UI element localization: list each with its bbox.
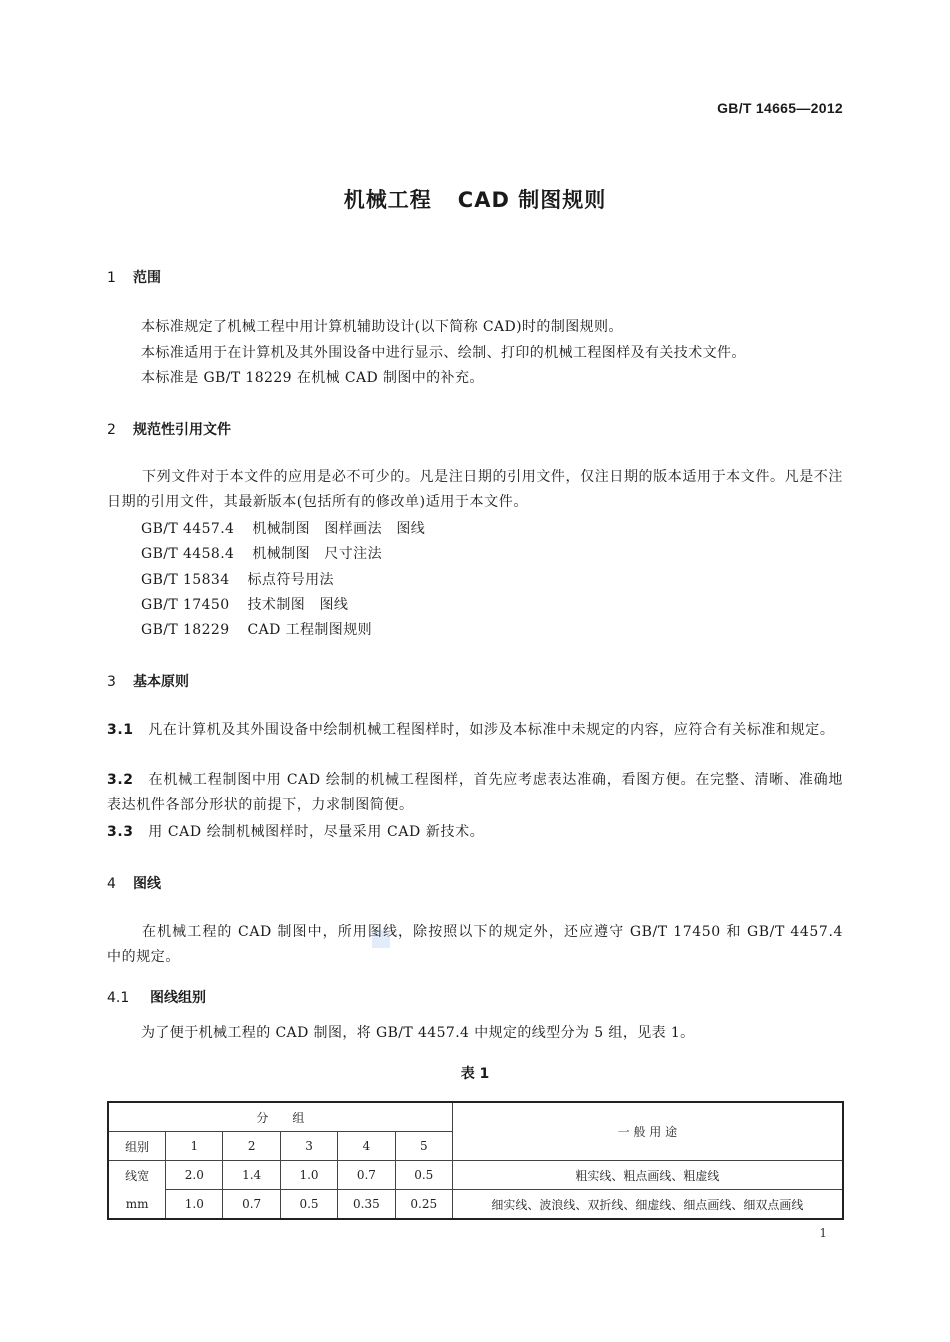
reference-item bbox=[141, 594, 348, 614]
reference-item bbox=[141, 518, 425, 538]
reference-item bbox=[141, 569, 334, 589]
group-number: 3 bbox=[281, 1132, 338, 1161]
reference-code: GB/T 18229 bbox=[141, 622, 230, 638]
section-number: 1 bbox=[107, 270, 116, 286]
reference-code: GB/T 4458.4 bbox=[141, 546, 235, 562]
reference-code: GB/T 15834 bbox=[141, 572, 230, 588]
references-intro: 下列文件对于本文件的应用是必不可少的。凡是注日期的引用文件，仅注日期的版本适用于本文件。凡是不注日期的引用文件，其最新版本(包括所有的修改单)适用于本文件。 bbox=[107, 469, 843, 510]
line-group-intro: 为了便于机械工程的 CAD 制图，将 GB/T 4457.4 中规定的线型分为 5 组，见表 1。 bbox=[141, 1025, 695, 1041]
section-title: 范围 bbox=[133, 270, 161, 286]
standard-code: GB/T 14665—2012 bbox=[717, 100, 843, 116]
table-cell: 0.35 bbox=[337, 1190, 395, 1220]
reference-title: 机械制图 尺寸注法 bbox=[252, 546, 382, 562]
table-cell: 2.0 bbox=[166, 1161, 223, 1190]
section-4-heading bbox=[107, 873, 161, 893]
reference-code: GB/T 4457.4 bbox=[141, 521, 235, 537]
table-caption: 表 1 bbox=[460, 1066, 490, 1082]
group-number: 4 bbox=[337, 1132, 395, 1161]
table-cell: 0.7 bbox=[223, 1190, 281, 1220]
group-number: 1 bbox=[166, 1132, 223, 1161]
reference-item bbox=[141, 619, 372, 639]
reference-title: 机械制图 图样画法 图线 bbox=[252, 521, 426, 537]
group-number: 5 bbox=[395, 1132, 452, 1161]
reference-title: 技术制图 图线 bbox=[247, 597, 349, 613]
title-right: CAD 制图规则 bbox=[457, 188, 607, 212]
width-label: 线宽 bbox=[108, 1161, 166, 1190]
reference-code: GB/T 17450 bbox=[141, 597, 230, 613]
document-title bbox=[0, 184, 950, 214]
clause-number: 3.3 bbox=[107, 824, 134, 840]
lines-intro: 在机械工程的 CAD 制图中，所用图线，除按照以下的规定外，还应遵守 GB/T 17450 和 GB/T 4457.4 中的规定。 bbox=[107, 924, 843, 965]
usage-header: 一 般 用 途 bbox=[452, 1102, 843, 1161]
section-1-heading bbox=[107, 267, 161, 287]
section-number: 2 bbox=[107, 422, 116, 438]
scope-paragraph-1: 本标准规定了机械工程中用计算机辅助设计(以下简称 CAD)时的制图规则。 bbox=[141, 319, 623, 335]
section-number: 3 bbox=[107, 674, 116, 690]
section-title: 基本原则 bbox=[133, 674, 189, 690]
page-number: 1 bbox=[819, 1226, 827, 1240]
section-title: 图线 bbox=[133, 876, 161, 892]
group-label: 组别 bbox=[108, 1132, 166, 1161]
table-cell: 0.5 bbox=[281, 1190, 338, 1220]
table-cell: 1.0 bbox=[166, 1190, 223, 1220]
usage-cell: 粗实线、粗点画线、粗虚线 bbox=[452, 1161, 843, 1190]
table-cell: 1.0 bbox=[281, 1161, 338, 1190]
clause-number: 3.2 bbox=[107, 772, 134, 788]
clause-number: 3.1 bbox=[107, 722, 134, 738]
principle-3-2 bbox=[107, 768, 843, 818]
subsection-number: 4.1 bbox=[107, 990, 130, 1006]
principle-3-1 bbox=[107, 718, 843, 743]
table-cell: 0.25 bbox=[395, 1190, 452, 1220]
section-3-heading bbox=[107, 671, 189, 691]
table-cell: 0.7 bbox=[337, 1161, 395, 1190]
table-row bbox=[108, 1190, 843, 1220]
reference-title: CAD 工程制图规则 bbox=[247, 622, 373, 638]
clause-text: 凡在计算机及其外围设备中绘制机械工程图样时，如涉及本标准中未规定的内容，应符合有关标准和规定。 bbox=[148, 722, 835, 738]
clause-text: 用 CAD 绘制机械图样时，尽量采用 CAD 新技术。 bbox=[148, 824, 485, 840]
table-cell: 0.5 bbox=[395, 1161, 452, 1190]
reference-title: 标点符号用法 bbox=[247, 572, 334, 588]
table-row bbox=[108, 1161, 843, 1190]
section-2-heading bbox=[107, 419, 231, 439]
scope-paragraph-2: 本标准适用于在计算机及其外围设备中进行显示、绘制、打印的机械工程图样及有关技术文件。 bbox=[141, 345, 746, 361]
principle-3-3 bbox=[107, 820, 843, 845]
group-header: 分 组 bbox=[108, 1102, 452, 1132]
title-left: 机械工程 bbox=[343, 188, 432, 212]
unit-label: mm bbox=[108, 1190, 166, 1220]
group-number: 2 bbox=[223, 1132, 281, 1161]
section-number: 4 bbox=[107, 876, 116, 892]
table-cell: 1.4 bbox=[223, 1161, 281, 1190]
subsection-title: 图线组别 bbox=[150, 990, 206, 1006]
line-group-table bbox=[107, 1101, 844, 1220]
scope-paragraph-3: 本标准是 GB/T 18229 在机械 CAD 制图中的补充。 bbox=[141, 370, 484, 386]
subsection-4-1-heading bbox=[107, 987, 206, 1007]
usage-cell: 细实线、波浪线、双折线、细虚线、细点画线、细双点画线 bbox=[452, 1190, 843, 1220]
clause-text: 在机械工程制图中用 CAD 绘制的机械工程图样，首先应考虑表达准确，看图方便。在完整、清晰、准确地表达机件各部分形状的前提下，力求制图简便。 bbox=[107, 772, 843, 813]
section-title: 规范性引用文件 bbox=[133, 422, 231, 438]
reference-item bbox=[141, 543, 382, 563]
